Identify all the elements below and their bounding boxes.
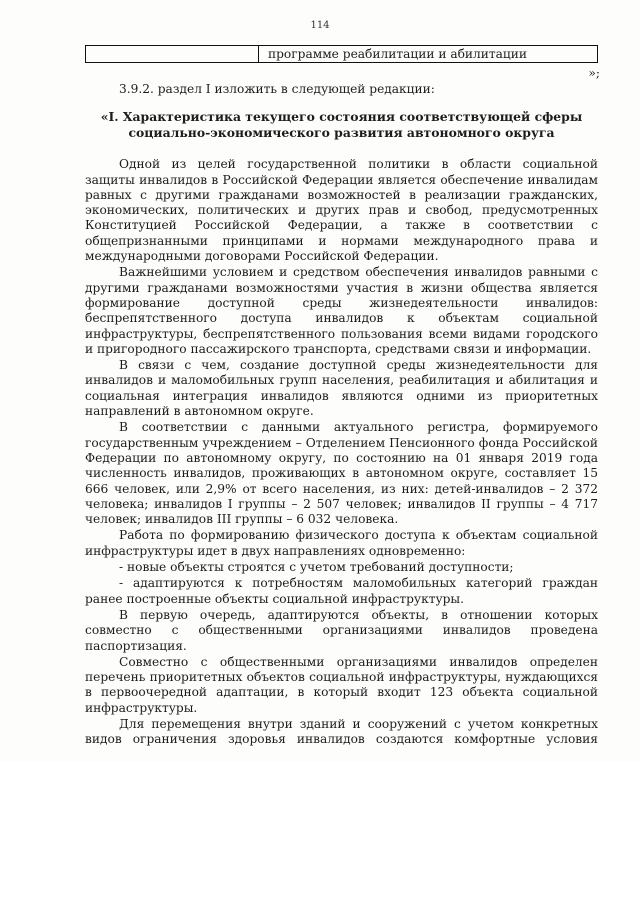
closing-quote: »; [588,66,600,80]
paragraph-4: В соответствии с данными актуального регистра, формируемого государственным учреждением – Отделением Пенсионного фонда Российской Федерации по автономному округу, по состоянию на 01 января 2019 года численность инвалидов, проживающих в автономном округе, составляет 15 666 человек, или 2,9% от всего населения, из них: детей-инвалидов – 2 372 человека; инвалидов I группы – 2 507 человек; инвалидов II группы – 4 717 человек; инвалидов III группы – 6 032 человека. [85,420,598,527]
body-text [85,82,598,749]
list-item-1: - новые объекты строятся с учетом требований доступности; [119,560,514,575]
paragraph-6: В первую очередь, адаптируются объекты, в отношении которых совместно с общественными организациями инвалидов проведена паспортизация. [85,607,598,653]
paragraph-1: Одной из целей государственной политики в области социальной защиты инвалидов в Российской Федерации является обеспечение инвалидам равных с другими гражданами возможностей в реализации гражданских, экономических, политических и других прав и свобод, предусмотренных Конституцией Российской Федерации, а также в соответствии с общепризнанными принципами и нормами международного права и международными договорами Российской Федерации. [85,157,598,264]
section-heading: «I. Характеристика текущего состояния соответствующей сферы социально-экономического развития автономного округа [100,109,583,140]
page-number: 114 [310,20,330,31]
paragraph-5: Работа по формированию физического доступа к объектам социальной инфраструктуры идет в двух направлениях одновременно: [85,528,598,558]
section-amendment-line: 3.9.2. раздел I изложить в следующей редакции: [119,82,435,96]
paragraph-3: В связи с чем, создание доступной среды жизнедеятельности для инвалидов и маломобильных групп населения, реабилитация и абилитация и социальная интеграция инвалидов являются одними из приоритетных направлений в автономном округе. [85,358,598,419]
paragraph-2: Важнейшими условием и средством обеспечения инвалидов равными с другими гражданами возможностями участия в жизни общества является формирование доступной среды жизнедеятельности инвалидов: беспрепятственного доступа инвалидов к объектам социальной инфраструктуры, беспрепятственного пользования всеми видами городского и пригородного пассажирского транспорта, средствами связи и информации. [85,265,598,356]
list-item-2: - адаптируются к потребностям маломобильных категорий граждан ранее построенные объекты социальной инфраструктуры. [85,576,598,606]
table-fragment [85,45,598,63]
paragraph-8: Для перемещения внутри зданий и сооружений с учетом конкретных видов ограничения здоровья инвалидов создаются комфортные условия [85,716,598,747]
paragraph-7: Совместно с общественными организациями инвалидов определен перечень приоритетных объектов социальной инфраструктуры, нуждающихся в первоочередной адаптации, в который входит 123 объекта социальной инфраструктуры. [85,654,598,715]
table-cell-text: программе реабилитации и абилитации [268,47,528,61]
table-divider [258,46,259,62]
